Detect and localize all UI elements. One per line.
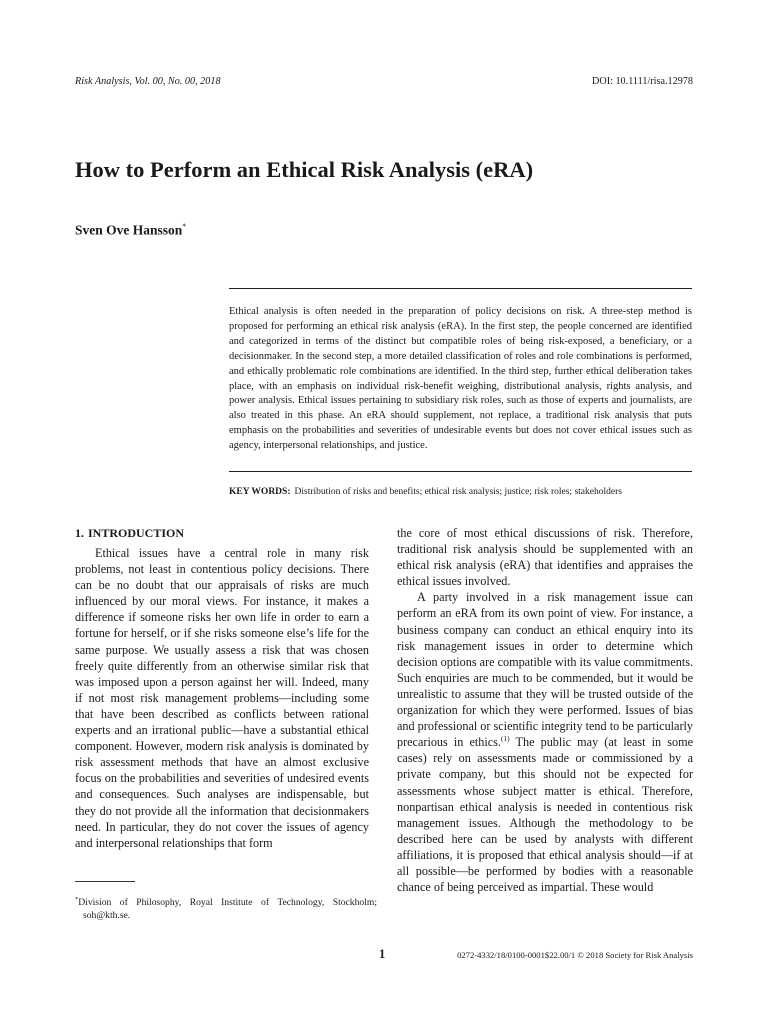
section-heading <box>75 525 369 541</box>
footnote-rule <box>75 881 135 882</box>
left-column <box>75 525 369 851</box>
abstract-top-rule <box>229 288 692 289</box>
section-title: INTRODUCTION <box>88 526 185 540</box>
copyright-line: 0272-4332/18/0100-0001$22.00/1 © 2018 Society for Risk Analysis <box>457 950 693 960</box>
article-title: How to Perform an Ethical Risk Analysis (eRA) <box>75 157 534 182</box>
body-paragraph: Ethical issues have a central role in many risk problems, not least in contentious policy decisions. There can be no doubt that our appraisals of risks are much influenced by our moral views. For instance, it makes a difference if someone risks her own life in order to earn a fortune for herself, or if she risks someone else’s life for the same purpose. We usually assess a risk that was chosen freely quite differently from an otherwise similar risk that was imposed upon a person against her will. Indeed, many if not most risk management problems—including some that have been described as conflicts between rational experts and an irrational public—have a substantial ethical component. However, modern risk analysis is dominated by risk assessment methods that have an almost exclusive focus on the probabilities and severities of undesired events and consequences. Such analyses are indispensable, but they do not provide all the information that decisionmakers need. In particular, they do not cover the issues of agency and interpersonal relationships that form <box>75 546 369 850</box>
keywords-label: KEY WORDS: <box>229 487 291 497</box>
footnote <box>75 893 377 922</box>
author-name: Sven Ove Hansson <box>75 222 183 238</box>
keywords <box>229 486 692 499</box>
page-number: 1 <box>379 947 386 961</box>
body-text: A party involved in a risk management issue can perform an eRA from its own point of view. For instance, a business company can conduct an ethical enquiry into its risk management issues in order to determine which decision options are compatible with its value commitments. Such enquiries are much to be commended, but it would be unrealistic to assume that they will be trusted outside of the organization for which they were performed. Issues of bias and professional or scientific integrity tend to be particularly precarious in ethics. <box>397 590 693 750</box>
body-text: The public may (at least in some cases) rely on assessments made or commissioned by a private company, but this should not be expected for assessments whose subject matter is ethical. Therefore, nonpartisan ethical analysis is needed in contentious risk management issues. Although the methodology to be described here can be used by analysts with different affiliations, it is proposed that ethical analysis should—if at all possible—be performed by bodies with a reasonable chance of being perceived as impartial. These would <box>397 735 693 895</box>
doi: DOI: 10.1111/risa.12978 <box>591 76 693 87</box>
keywords-text: Distribution of risks and benefits; ethical risk analysis; justice; risk roles; stakeholders <box>294 487 622 497</box>
journal-citation: Risk Analysis, Vol. 00, No. 00, 2018 <box>75 76 221 87</box>
author-line <box>75 222 186 239</box>
section-number: 1. <box>75 526 84 540</box>
citation-reference: (1) <box>500 734 510 744</box>
right-column <box>397 525 693 895</box>
body-paragraph <box>397 589 693 895</box>
abstract: Ethical analysis is often needed in the preparation of policy decisions on risk. A three-step method is proposed for performing an ethical risk analysis (eRA). In the first step, the people concerned are identified and categorized in terms of the distinct but compatible roles of being risk-exposed, a beneficiary, or a decisionmaker. In the second step, a more detailed classification of roles and role combinations is performed, and ethically problematic role combinations are identified. In the third step, further ethical deliberation takes place, with an emphasis on individual risk-benefit weighing, distributional analysis, rights analysis, and power analysis. Ethical issues pertaining to subsidiary risk roles, such as those of experts and journalists, are also treated in this phase. An eRA should supplement, not replace, a traditional risk analysis that puts emphasis on the probabilities and severities of undesirable events but does not cover ethical issues such as agency, interpersonal relationships, and justice. <box>229 306 692 452</box>
footnote-text: Division of Philosophy, Royal Institute of Technology, Stockholm; soh@kth.se. <box>78 897 377 922</box>
body-paragraph: the core of most ethical discussions of risk. Therefore, traditional risk analysis should be supplemented with an ethical risk analysis (eRA) that identifies and appraises the ethical issues involved. <box>397 526 693 589</box>
footnote-marker: * <box>75 896 79 903</box>
abstract-bottom-rule <box>229 471 692 472</box>
author-footnote-marker: * <box>182 222 187 231</box>
